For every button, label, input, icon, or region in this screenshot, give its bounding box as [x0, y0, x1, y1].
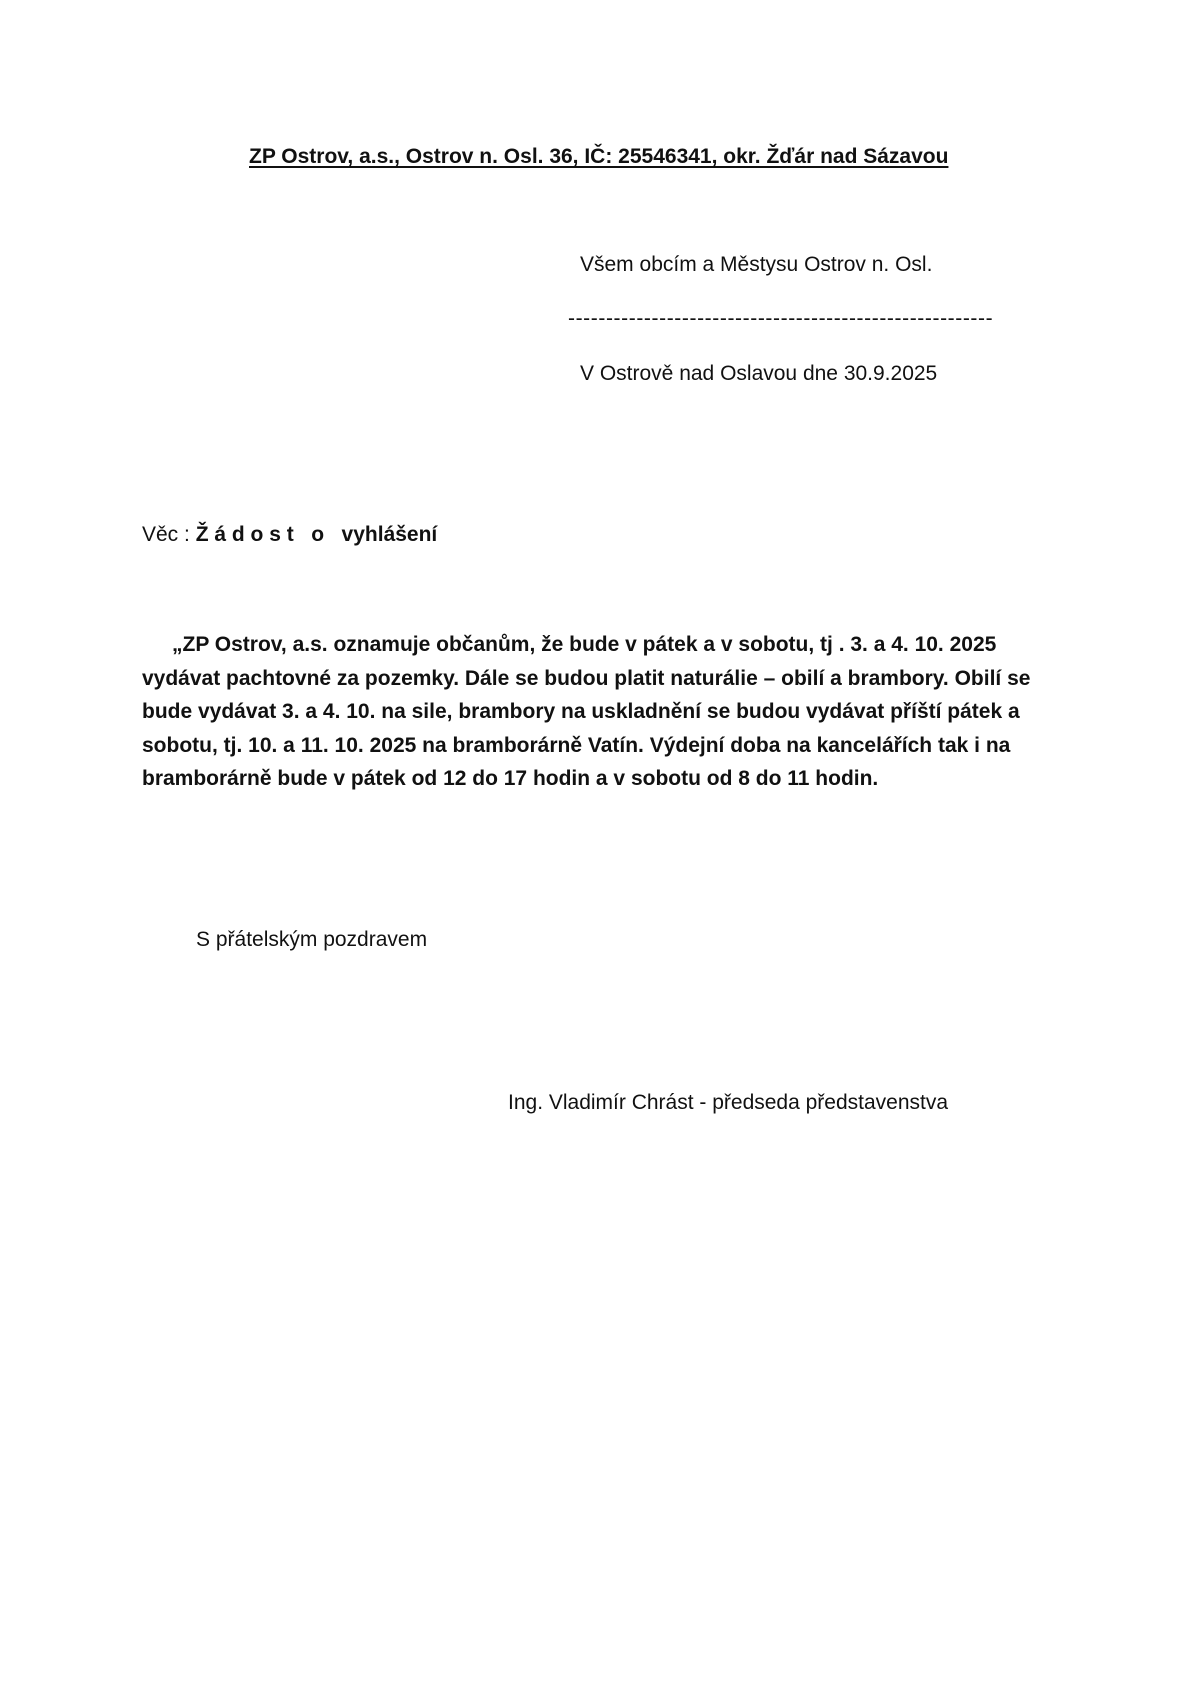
body-line-4: sobotu, tj. 10. a 11. 10. 2025 na bramborárně Vatín. Výdejní doba na kancelářích tak i na	[142, 733, 1011, 757]
signature-line: Ing. Vladimír Chrást - předseda představenstva	[508, 1091, 949, 1114]
body-line-2: vydávat pachtovné za pozemky. Dále se budou platit naturálie – obilí a brambory. Obilí se	[142, 666, 1031, 690]
body-line-5: bramborárně bude v pátek od 12 do 17 hodin a v sobotu od 8 do 11 hodin.	[142, 767, 879, 790]
subject-text: Ž á d o s t o vyhlášení	[195, 523, 438, 546]
body-line-1: „ZP Ostrov, a.s. oznamuje občanům, že bude v pátek a v sobotu, tj . 3. a 4. 10. 2025	[172, 633, 997, 656]
body-line-3: bude vydávat 3. a 4. 10. na sile, brambory na uskladnění se budou vydávat příští pátek a	[142, 700, 1020, 723]
body-paragraph	[142, 628, 1042, 796]
recipient-line: Všem obcím a Městysu Ostrov n. Osl.	[580, 253, 933, 276]
company-header: ZP Ostrov, a.s., Ostrov n. Osl. 36, IČ: 25546341, okr. Žďár nad Sázavou	[249, 145, 949, 168]
greeting-line: S přátelským pozdravem	[196, 928, 428, 951]
subject-line	[142, 521, 437, 549]
subject-label: Věc :	[142, 523, 196, 546]
separator-line: --------------------------------------------------------	[568, 307, 994, 330]
place-date-line: V Ostrově nad Oslavou dne 30.9.2025	[580, 362, 938, 385]
